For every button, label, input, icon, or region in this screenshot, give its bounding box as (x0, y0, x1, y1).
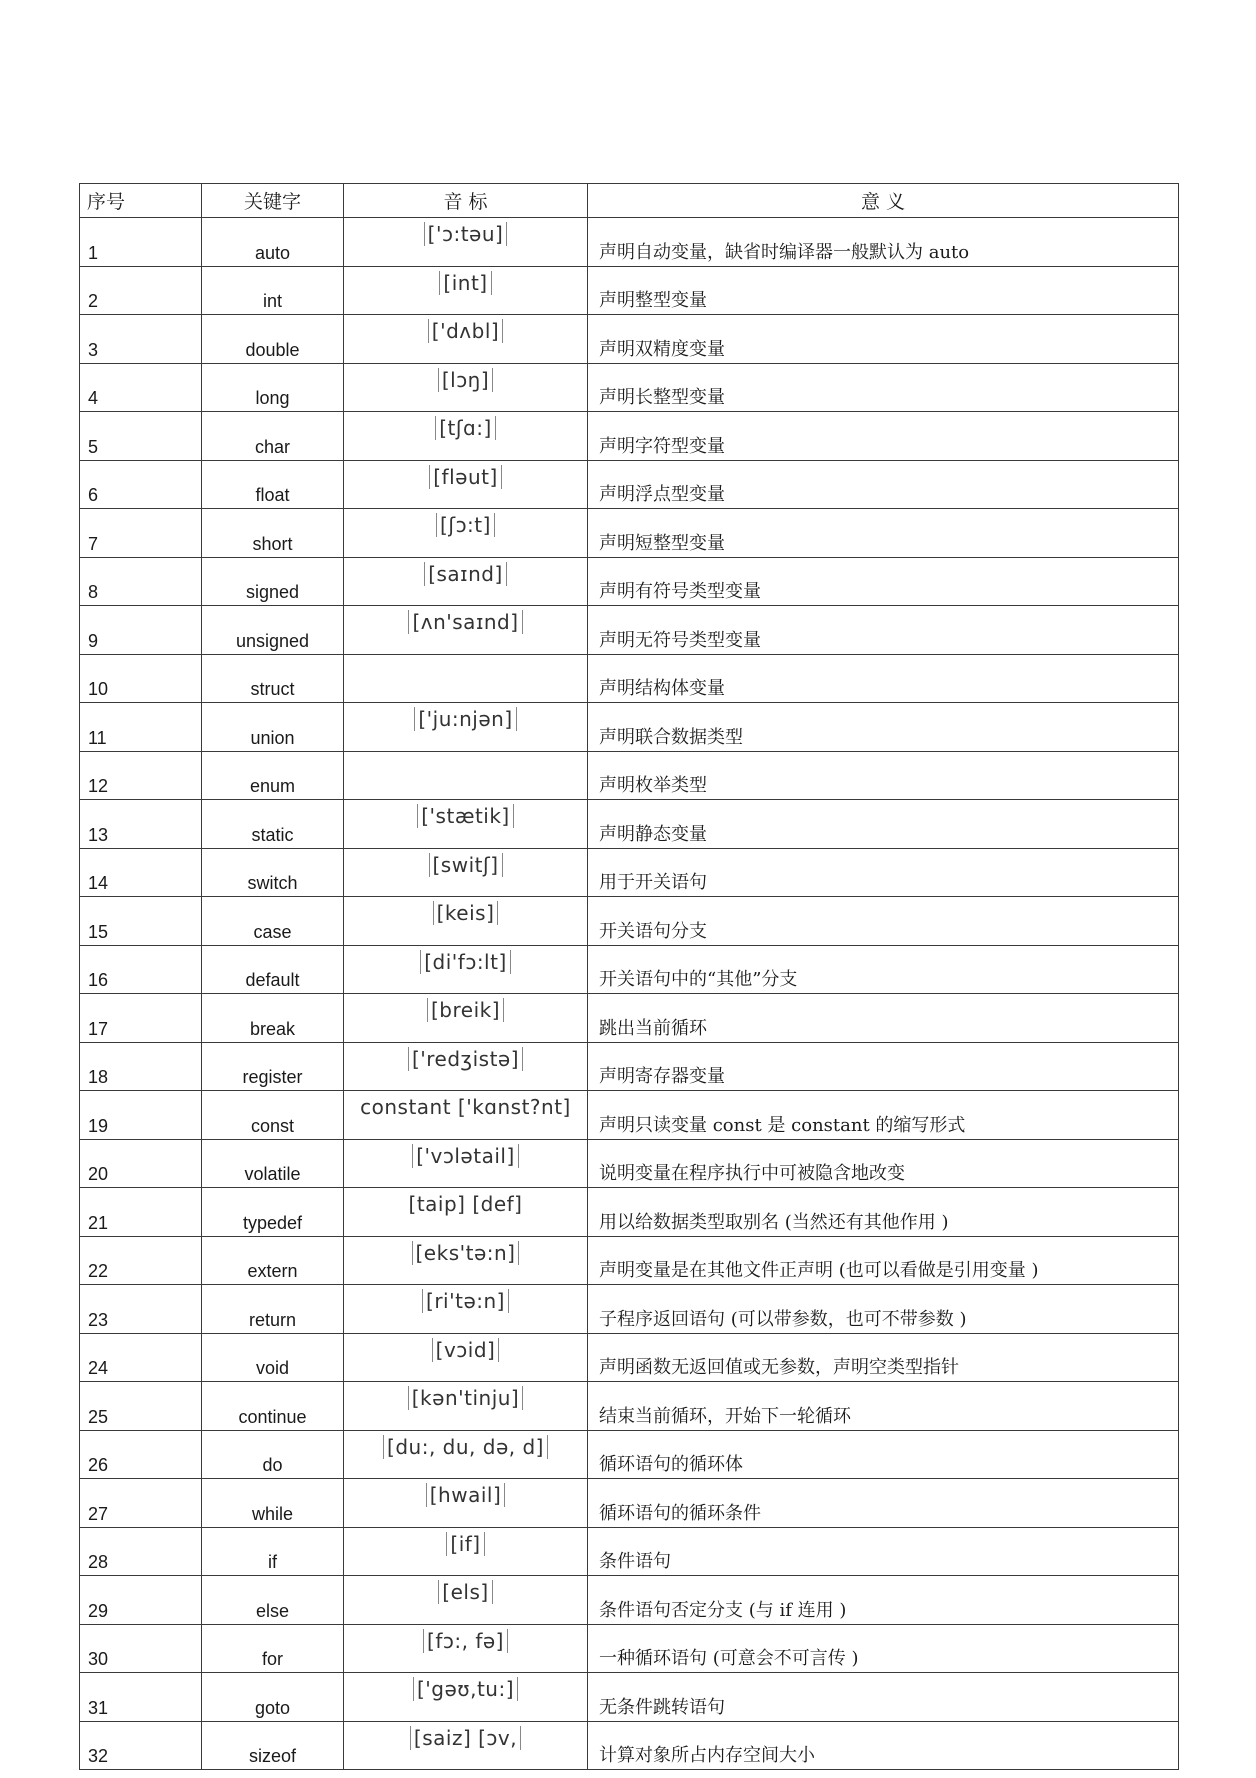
row-meaning (588, 848, 1179, 897)
row-meaning-text: 声明变量是在其他文件正声明 (也可以看做是引用变量 ) (599, 1260, 1039, 1281)
table-row (80, 1285, 1179, 1334)
table-row (80, 1042, 1179, 1091)
table-row (80, 1333, 1179, 1382)
row-number (80, 1576, 202, 1625)
row-keyword-text: continue (238, 1406, 307, 1427)
table-row (80, 218, 1179, 267)
row-number (80, 1624, 202, 1673)
row-number-text: 22 (88, 1261, 109, 1281)
row-number (80, 703, 202, 752)
row-number-text: 32 (88, 1746, 109, 1766)
row-meaning (588, 1042, 1179, 1091)
row-keyword-text: unsigned (235, 630, 310, 651)
row-phonetic-text: [di'fɔ:lt] (420, 950, 511, 974)
row-keyword-text: while (251, 1503, 294, 1524)
row-number-text: 1 (88, 242, 99, 263)
row-meaning (588, 945, 1179, 994)
row-number-text: 10 (88, 679, 109, 699)
row-meaning-text: 声明只读变量 const 是 constant 的缩写形式 (599, 1114, 966, 1136)
row-keyword (202, 848, 344, 897)
row-phonetic-text: [hwail] (426, 1483, 506, 1507)
row-meaning (588, 1285, 1179, 1334)
row-number-text: 4 (88, 388, 99, 408)
row-number-text: 3 (88, 339, 99, 360)
table-row (80, 1576, 1179, 1625)
row-meaning (588, 1430, 1179, 1479)
row-number (80, 994, 202, 1043)
row-phonetic-text: [tʃɑ:] (435, 416, 496, 440)
row-phonetic (344, 1479, 588, 1528)
row-meaning (588, 1382, 1179, 1431)
row-keyword-text: switch (247, 873, 298, 893)
row-phonetic (344, 460, 588, 509)
row-keyword (202, 606, 344, 655)
row-number-text: 20 (88, 1164, 109, 1184)
row-number (80, 1188, 202, 1237)
row-meaning (588, 1479, 1179, 1528)
row-meaning-text: 声明联合数据类型 (599, 726, 743, 748)
row-phonetic-text: [eks'tə:n] (412, 1241, 520, 1265)
row-keyword-text: char (254, 436, 290, 457)
row-phonetic-text: ['vɔlətail] (412, 1144, 519, 1168)
row-meaning (588, 703, 1179, 752)
row-phonetic-text: ['ju:njən] (414, 707, 516, 731)
row-phonetic-text: [fɔ:, fə] (423, 1629, 508, 1653)
row-phonetic (344, 654, 588, 703)
row-meaning (588, 1673, 1179, 1722)
row-keyword (202, 1091, 344, 1140)
row-number (80, 1479, 202, 1528)
table-row (80, 751, 1179, 800)
row-phonetic (344, 1721, 588, 1770)
table-row (80, 1382, 1179, 1431)
row-phonetic-text: [du:, du, də, d] (383, 1435, 548, 1459)
row-meaning-text: 声明有符号类型变量 (599, 581, 761, 602)
row-number-text: 31 (88, 1697, 109, 1718)
row-phonetic-text: ['dʌbl] (428, 319, 503, 343)
row-meaning (588, 1333, 1179, 1382)
row-number-text: 23 (88, 1309, 109, 1330)
row-number-text: 8 (88, 582, 99, 602)
row-phonetic (344, 1624, 588, 1673)
row-phonetic (344, 1673, 588, 1722)
row-keyword-text: break (249, 1018, 296, 1039)
table-row (80, 1479, 1179, 1528)
row-meaning-text: 声明枚举类型 (599, 775, 707, 796)
row-keyword (202, 751, 344, 800)
row-phonetic (344, 800, 588, 849)
row-meaning-text: 声明短整型变量 (599, 532, 725, 554)
row-number-text: 6 (88, 485, 99, 505)
row-phonetic-text: [fləut] (429, 465, 502, 489)
row-keyword (202, 509, 344, 558)
row-meaning (588, 654, 1179, 703)
row-phonetic (344, 1430, 588, 1479)
row-meaning-text: 无条件跳转语句 (599, 1696, 725, 1718)
header-meaning: 意 义 (588, 184, 1179, 218)
header-phonetic: 音 标 (344, 184, 588, 218)
row-phonetic (344, 1527, 588, 1576)
row-phonetic-text: [if] (446, 1532, 484, 1556)
row-phonetic (344, 412, 588, 461)
row-phonetic (344, 1576, 588, 1625)
row-phonetic-text: constant ['kɑnst?nt] (360, 1095, 571, 1119)
row-keyword-text: float (255, 485, 290, 505)
table-row (80, 945, 1179, 994)
row-meaning (588, 1624, 1179, 1673)
row-number-text: 16 (88, 970, 109, 990)
row-keyword-text: long (255, 388, 290, 408)
row-phonetic (344, 315, 588, 364)
row-meaning-text: 条件语句否定分支 (与 if 连用 ) (599, 1599, 847, 1621)
row-meaning-text: 计算对象所占内存空间大小 (599, 1745, 815, 1766)
row-number (80, 1091, 202, 1140)
row-keyword (202, 654, 344, 703)
row-keyword (202, 1285, 344, 1334)
row-keyword-text: signed (245, 582, 300, 602)
row-phonetic (344, 703, 588, 752)
row-number (80, 266, 202, 315)
row-meaning (588, 751, 1179, 800)
row-phonetic-text: ['ɔ:təu] (424, 222, 508, 246)
row-number (80, 1382, 202, 1431)
row-number (80, 800, 202, 849)
row-phonetic (344, 557, 588, 606)
row-phonetic (344, 1236, 588, 1285)
row-number-text: 17 (88, 1018, 109, 1039)
row-meaning (588, 897, 1179, 946)
table-row (80, 1624, 1179, 1673)
row-phonetic (344, 1042, 588, 1091)
row-meaning-text: 子程序返回语句 (可以带参数，也可不带参数 ) (599, 1308, 967, 1330)
row-keyword-text: sizeof (248, 1746, 297, 1766)
row-keyword-text: if (268, 1552, 277, 1572)
row-meaning-text: 用于开关语句 (599, 872, 707, 893)
row-meaning-text: 循环语句的循环条件 (599, 1502, 761, 1524)
table-row (80, 363, 1179, 412)
row-keyword (202, 1624, 344, 1673)
table-row (80, 1430, 1179, 1479)
row-phonetic-text: [int] (439, 271, 491, 295)
row-meaning (588, 1576, 1179, 1625)
row-number-text: 27 (88, 1503, 109, 1524)
row-keyword (202, 1139, 344, 1188)
row-phonetic-text: ['stætik] (417, 804, 513, 828)
table-row (80, 1721, 1179, 1770)
row-keyword-text: default (245, 970, 300, 990)
row-keyword-text: struct (250, 679, 295, 699)
row-keyword-text: int (262, 291, 282, 311)
table-row (80, 460, 1179, 509)
row-meaning (588, 363, 1179, 412)
row-number-text: 29 (88, 1600, 109, 1621)
row-phonetic (344, 994, 588, 1043)
row-meaning (588, 1236, 1179, 1285)
row-number (80, 315, 202, 364)
table-row (80, 1236, 1179, 1285)
row-phonetic-text: ['redʒistə] (408, 1047, 523, 1071)
row-keyword (202, 897, 344, 946)
row-number-text: 15 (88, 921, 109, 942)
table-row (80, 654, 1179, 703)
row-meaning-text: 用以给数据类型取别名 (当然还有其他作用 ) (599, 1211, 949, 1233)
table-row (80, 897, 1179, 946)
row-number (80, 557, 202, 606)
row-meaning-text: 结束当前循环，开始下一轮循环 (599, 1405, 851, 1427)
row-number-text: 28 (88, 1552, 109, 1572)
row-number-text: 18 (88, 1067, 109, 1087)
row-number-text: 9 (88, 630, 99, 651)
row-number (80, 1430, 202, 1479)
row-number (80, 1527, 202, 1576)
row-phonetic-text: [keis] (433, 901, 499, 925)
row-meaning (588, 1527, 1179, 1576)
row-number-text: 19 (88, 1115, 109, 1136)
row-keyword-text: goto (254, 1697, 291, 1718)
row-number-text: 13 (88, 824, 109, 845)
row-keyword (202, 363, 344, 412)
row-number-text: 30 (88, 1649, 109, 1669)
row-keyword-text: return (248, 1309, 297, 1330)
row-meaning-text: 声明结构体变量 (599, 678, 725, 699)
table-row (80, 1139, 1179, 1188)
row-meaning-text: 声明双精度变量 (599, 338, 725, 360)
keyword-table (79, 183, 1179, 1770)
row-meaning-text: 声明整型变量 (599, 290, 707, 311)
table-row (80, 315, 1179, 364)
row-number (80, 606, 202, 655)
row-phonetic (344, 1091, 588, 1140)
row-meaning (588, 509, 1179, 558)
table-row (80, 266, 1179, 315)
row-number (80, 1139, 202, 1188)
row-keyword-text: auto (254, 242, 291, 263)
row-number-text: 11 (88, 727, 107, 748)
row-meaning (588, 266, 1179, 315)
row-keyword (202, 945, 344, 994)
row-phonetic (344, 1139, 588, 1188)
row-meaning-text: 条件语句 (599, 1551, 671, 1572)
row-keyword (202, 412, 344, 461)
row-number-text: 25 (88, 1406, 109, 1427)
table-row (80, 1527, 1179, 1576)
row-keyword-text: double (245, 339, 300, 360)
row-phonetic (344, 509, 588, 558)
row-number (80, 412, 202, 461)
row-keyword (202, 1479, 344, 1528)
row-keyword (202, 218, 344, 267)
row-meaning-text: 开关语句分支 (599, 920, 707, 942)
row-meaning-text: 声明字符型变量 (599, 435, 725, 457)
row-number (80, 509, 202, 558)
row-keyword (202, 1527, 344, 1576)
row-meaning (588, 1721, 1179, 1770)
row-keyword-text: enum (249, 776, 296, 796)
row-keyword (202, 1236, 344, 1285)
row-phonetic-text: [saiz] [ɔv, (410, 1726, 521, 1750)
table-row (80, 557, 1179, 606)
row-keyword (202, 994, 344, 1043)
row-phonetic (344, 218, 588, 267)
row-phonetic (344, 945, 588, 994)
row-keyword-text: for (261, 1649, 283, 1669)
row-meaning (588, 800, 1179, 849)
row-number (80, 1721, 202, 1770)
row-keyword (202, 1188, 344, 1237)
header-number: 序号 (80, 184, 202, 218)
row-keyword (202, 1382, 344, 1431)
row-phonetic (344, 751, 588, 800)
row-phonetic (344, 897, 588, 946)
table-row (80, 800, 1179, 849)
row-keyword (202, 1042, 344, 1091)
row-phonetic-text: [taip] [def] (408, 1192, 523, 1216)
row-meaning-text: 一种循环语句 (可意会不可言传 ) (599, 1648, 859, 1669)
row-keyword-text: register (242, 1067, 303, 1087)
row-phonetic-text: [vɔid] (432, 1338, 500, 1362)
row-phonetic-text: [breik] (427, 998, 504, 1022)
row-meaning (588, 1188, 1179, 1237)
row-keyword (202, 1430, 344, 1479)
row-meaning-text: 声明自动变量，缺省时编译器一般默认为 auto (599, 241, 970, 263)
row-phonetic (344, 1188, 588, 1237)
row-keyword (202, 703, 344, 752)
row-keyword-text: case (253, 921, 292, 942)
row-number-text: 26 (88, 1455, 109, 1475)
row-keyword-text: typedef (242, 1212, 303, 1233)
row-meaning-text: 开关语句中的“其他”分支 (599, 969, 798, 990)
row-phonetic-text: [ri'tə:n] (422, 1289, 509, 1313)
row-meaning-text: 声明浮点型变量 (599, 484, 725, 505)
row-phonetic (344, 363, 588, 412)
row-phonetic (344, 606, 588, 655)
row-keyword (202, 800, 344, 849)
row-number-text: 21 (88, 1212, 109, 1233)
row-keyword-text: do (262, 1455, 283, 1475)
row-keyword (202, 557, 344, 606)
row-keyword-text: extern (247, 1261, 298, 1281)
row-number (80, 1042, 202, 1091)
header-row (80, 184, 1179, 218)
row-meaning-text: 声明寄存器变量 (599, 1066, 725, 1087)
table-row (80, 606, 1179, 655)
row-number (80, 363, 202, 412)
row-meaning (588, 1139, 1179, 1188)
table-row (80, 509, 1179, 558)
row-meaning-text: 声明无符号类型变量 (599, 629, 761, 651)
row-keyword (202, 1333, 344, 1382)
row-meaning-text: 说明变量在程序执行中可被隐含地改变 (599, 1163, 905, 1184)
row-keyword-text: const (250, 1115, 295, 1136)
table-row (80, 703, 1179, 752)
row-number-text: 2 (88, 291, 99, 311)
row-number (80, 1236, 202, 1285)
row-phonetic-text: [ʃɔ:t] (436, 513, 495, 537)
table-row (80, 1188, 1179, 1237)
row-keyword-text: void (255, 1358, 290, 1378)
header-keyword: 关键字 (202, 184, 344, 218)
row-meaning (588, 557, 1179, 606)
row-phonetic-text: [kən'tinju] (408, 1386, 523, 1410)
row-meaning-text: 声明长整型变量 (599, 387, 725, 408)
row-keyword-text: else (255, 1600, 290, 1621)
table-row (80, 994, 1179, 1043)
row-meaning-text: 跳出当前循环 (599, 1017, 707, 1039)
row-number-text: 7 (88, 533, 99, 554)
row-meaning (588, 315, 1179, 364)
table-row (80, 1673, 1179, 1722)
row-meaning (588, 412, 1179, 461)
row-meaning (588, 460, 1179, 509)
row-keyword (202, 315, 344, 364)
row-number (80, 654, 202, 703)
row-phonetic-text: [switʃ] (429, 853, 503, 877)
row-keyword-text: short (252, 533, 293, 554)
row-meaning-text: 声明静态变量 (599, 823, 707, 845)
row-meaning (588, 1091, 1179, 1140)
row-number (80, 897, 202, 946)
row-meaning-text: 循环语句的循环体 (599, 1454, 743, 1475)
row-keyword (202, 1576, 344, 1625)
row-phonetic-text: [els] (438, 1580, 492, 1604)
row-number-text: 5 (88, 436, 99, 457)
table-row (80, 412, 1179, 461)
row-number (80, 945, 202, 994)
row-keyword (202, 1673, 344, 1722)
row-number (80, 1285, 202, 1334)
row-number (80, 848, 202, 897)
row-phonetic-text: [ʌn'saɪnd] (408, 610, 522, 634)
row-meaning (588, 218, 1179, 267)
row-phonetic (344, 266, 588, 315)
table-row (80, 1091, 1179, 1140)
row-number-text: 14 (88, 873, 109, 893)
row-number (80, 751, 202, 800)
row-keyword-text: union (250, 727, 295, 748)
row-keyword (202, 1721, 344, 1770)
row-phonetic-text: [lɔŋ] (438, 368, 493, 392)
row-keyword (202, 266, 344, 315)
row-number-text: 24 (88, 1358, 109, 1378)
row-keyword (202, 460, 344, 509)
table-row (80, 848, 1179, 897)
row-number (80, 1673, 202, 1722)
row-number-text: 12 (88, 776, 109, 796)
row-meaning (588, 606, 1179, 655)
row-phonetic-text: [saɪnd] (424, 562, 507, 586)
row-number (80, 460, 202, 509)
row-keyword-text: volatile (244, 1164, 301, 1184)
row-phonetic-text: ['gəʊ,tu:] (413, 1677, 518, 1701)
row-phonetic (344, 1333, 588, 1382)
row-meaning-text: 声明函数无返回值或无参数，声明空类型指针 (599, 1357, 959, 1378)
row-keyword-text: static (251, 824, 294, 845)
row-meaning (588, 994, 1179, 1043)
row-phonetic (344, 848, 588, 897)
row-number (80, 1333, 202, 1382)
row-phonetic (344, 1382, 588, 1431)
row-phonetic (344, 1285, 588, 1334)
row-number (80, 218, 202, 267)
